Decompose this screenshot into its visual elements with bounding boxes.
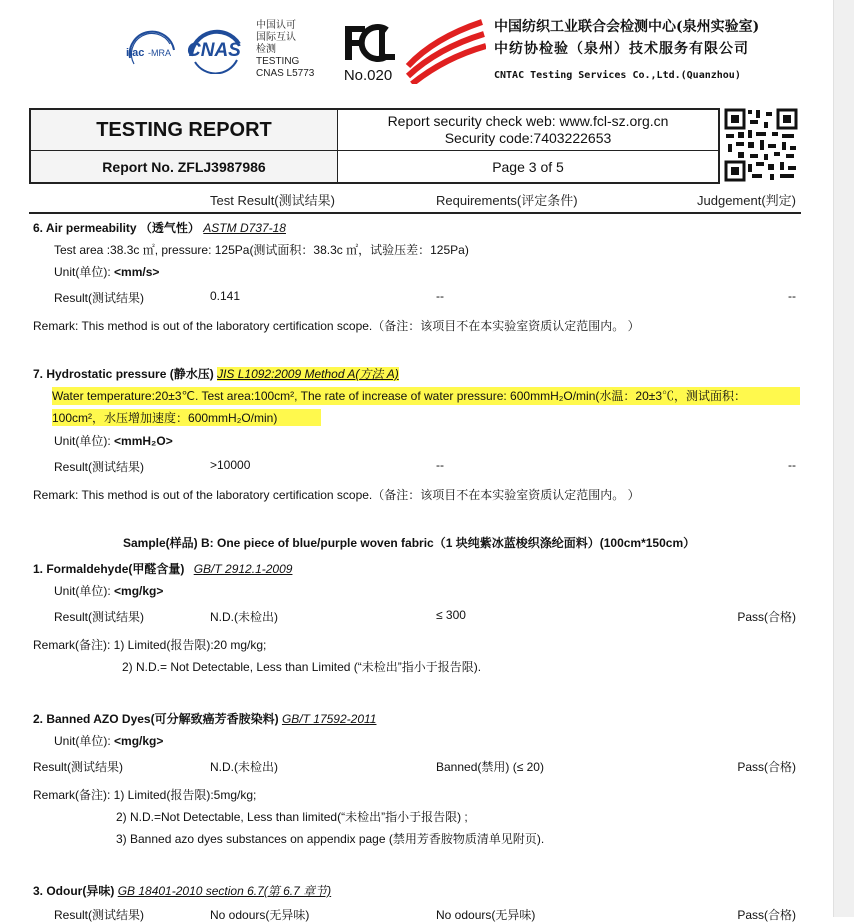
- ilac-mra-logo: [124, 30, 180, 78]
- formaldehyde-unit: Unit(单位): <mg/kg>: [54, 584, 164, 598]
- odour-result-label: Result(测试结果): [54, 908, 145, 922]
- hydro-judgement: --: [788, 458, 796, 472]
- column-requirements: Requirements(评定条件): [436, 193, 578, 208]
- hydro-result-value: >10000: [210, 458, 251, 472]
- hydro-unit: Unit(单位): <mmH₂O>: [54, 434, 173, 448]
- azo-requirement: Banned(禁用) (≤ 20): [436, 760, 544, 774]
- azo-remark-3: 3) Banned azo dyes substances on appendix page (禁用芳香胺物质清单见附页).: [116, 832, 545, 846]
- hydro-method: JIS L1092:2009 Method A(方法 A): [217, 367, 399, 381]
- azo-remark-1: Remark(备注): 1) Limited(报告限):5mg/kg;: [33, 788, 257, 802]
- report-number: Report No. ZFLJ3987986: [31, 151, 338, 182]
- cnas-logo: [185, 22, 245, 74]
- report-title: TESTING REPORT: [31, 110, 338, 151]
- azo-judgement: Pass(合格): [737, 760, 796, 774]
- svg-text:ilac: ilac: [126, 47, 145, 59]
- org-name-en: CNTAC Testing Services Co.,Ltd.(Quanzhou): [494, 70, 741, 81]
- svg-text:-MRA: -MRA: [148, 48, 171, 58]
- azo-title: 2. Banned AZO Dyes(可分解致癌芳香胺染料) GB/T 17592-2011: [33, 712, 377, 726]
- air-result-label: Result(测试结果): [54, 291, 145, 305]
- formaldehyde-title: 1. Formaldehyde(甲醛含量) GB/T 2912.1-2009: [33, 562, 293, 576]
- hydro-result-label: Result(测试结果): [54, 460, 145, 474]
- security-info: [338, 110, 718, 151]
- report-header-table: [29, 108, 720, 184]
- air-remark: Remark: This method is out of the laboratory certification scope.（备注：该项目不在本实验室资质认定范围内。 ）: [33, 319, 640, 333]
- odour-method: GB 18401-2010 section 6.7(第 6.7 章节): [117, 884, 332, 898]
- header-rule: [29, 212, 801, 214]
- hydro-condition-line1: Water temperature:20±3℃. Test area:100cm², The rate of increase of water pressure: 600mmH₂O/min(水温：20±3℃，测试面积：: [52, 387, 800, 405]
- hydro-remark: Remark: This method is out of the laboratory certification scope.（备注：该项目不在本实验室资质认定范围内。 ）: [33, 488, 640, 502]
- column-judgement: Judgement(判定): [697, 193, 796, 208]
- security-code: Security code:7403222653: [444, 130, 612, 146]
- fcl-logo: [337, 20, 399, 82]
- formaldehyde-result-value: N.D.(未检出): [210, 610, 278, 624]
- azo-method: GB/T 17592-2011: [281, 712, 377, 726]
- stripes-logo: [404, 18, 486, 84]
- air-judgement: --: [788, 289, 796, 303]
- hydro-requirement: --: [436, 458, 444, 472]
- svg-text:CNAS: CNAS: [187, 40, 241, 61]
- hydro-condition-line2: 100cm²，水压增加速度：600mmH₂O/min): [52, 409, 321, 426]
- azo-remark-2: 2) N.D.=Not Detectable, Less than limited(“未检出”指小于报告限) ;: [116, 810, 468, 824]
- odour-title: 3. Odour(异味) GB 18401-2010 section 6.7(第 6.7 章节): [33, 884, 332, 898]
- fcl-number: No.020: [343, 67, 393, 84]
- security-web[interactable]: Report security check web: www.fcl-sz.org.cn: [387, 113, 669, 129]
- page-number: Page 3 of 5: [492, 158, 564, 175]
- air-condition: Test area :38.3c ㎡, pressure: 125Pa(测试面积：38.3c ㎡，试验压差：125Pa): [54, 243, 469, 257]
- org-name-cn: 中国纺织工业联合会检测中心(泉州实验室) 中纺协检验（泉州）技术服务有限公司: [494, 19, 760, 57]
- air-method: ASTM D737-18: [203, 221, 286, 235]
- formaldehyde-remark-2: 2) N.D.= Not Detectable, Less than Limited (“未检出”指小于报告限).: [122, 660, 482, 674]
- cnas-accreditation-text: 中国认可 国际互认 检测 TESTING CNAS L5773: [256, 20, 315, 79]
- qr-code-icon[interactable]: [724, 108, 798, 182]
- formaldehyde-judgement: Pass(合格): [737, 610, 796, 624]
- azo-unit: Unit(单位): <mg/kg>: [54, 734, 164, 748]
- air-requirement: --: [436, 289, 444, 303]
- column-result: Test Result(测试结果): [210, 193, 335, 208]
- formaldehyde-method: GB/T 2912.1-2009: [193, 562, 293, 576]
- azo-result-label: Result(测试结果): [33, 760, 124, 774]
- air-unit: Unit(单位): <mm/s>: [54, 265, 160, 279]
- air-result-value: 0.141: [210, 289, 241, 303]
- formaldehyde-result-label: Result(测试结果): [54, 610, 145, 624]
- vertical-scrollbar[interactable]: [833, 0, 854, 917]
- odour-judgement: Pass(合格): [737, 908, 796, 922]
- sample-b-heading: Sample(样品) B: One piece of blue/purple woven fabric（1 块纯紫冰蓝梭织涤纶面料）(100cm*150cm）: [123, 536, 696, 550]
- formaldehyde-remark-1: Remark(备注): 1) Limited(报告限):20 mg/kg;: [33, 638, 267, 652]
- odour-requirement: No odours(无异味): [436, 908, 536, 922]
- air-section-title: 6. Air permeability （透气性） ASTM D737-18: [33, 221, 286, 235]
- formaldehyde-requirement: ≤ 300: [436, 608, 466, 622]
- odour-result-value: No odours(无异味): [210, 908, 310, 922]
- hydro-section-title: 7. Hydrostatic pressure (静水压) JIS L1092:2009 Method A(方法 A): [33, 367, 399, 381]
- azo-result-value: N.D.(未检出): [210, 760, 278, 774]
